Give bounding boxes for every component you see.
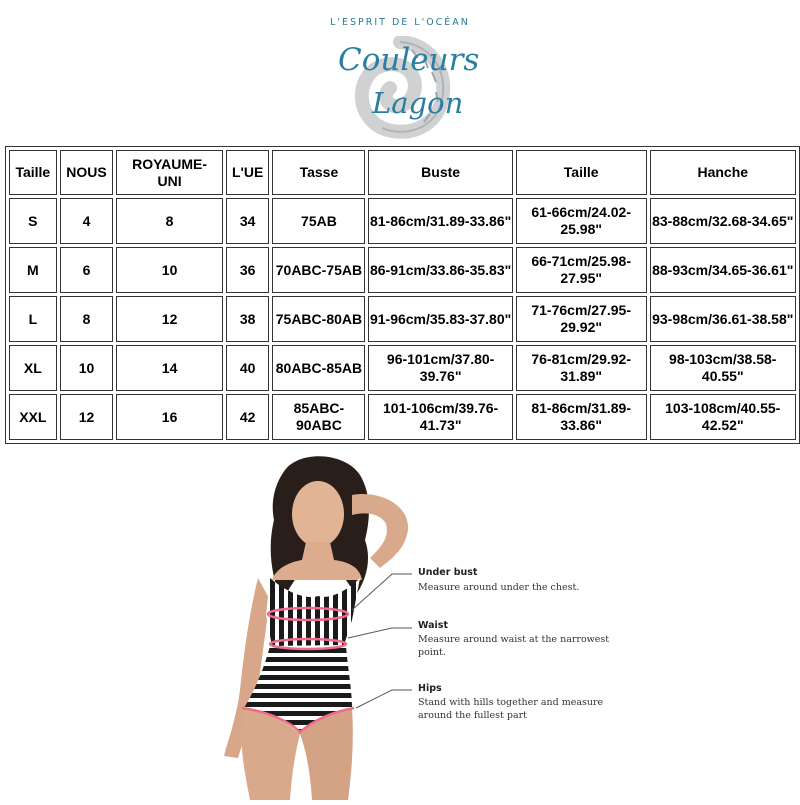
cell-us: 6 — [60, 247, 114, 293]
col-header-size: Taille — [9, 150, 57, 195]
cell-size: XXL — [9, 394, 57, 440]
cell-waist: 81-86cm/31.89-33.86" — [516, 394, 647, 440]
brand-tagline: L'ESPRIT DE L'OCÉAN — [330, 17, 470, 28]
col-header-bust: Buste — [368, 150, 512, 195]
cell-us: 12 — [60, 394, 114, 440]
cell-uk: 14 — [116, 345, 222, 391]
table-row — [9, 394, 796, 440]
cell-size: M — [9, 247, 57, 293]
col-header-hips: Hanche — [650, 150, 797, 195]
cell-bust: 101-106cm/39.76-41.73" — [368, 394, 512, 440]
table-row — [9, 198, 796, 244]
table-row — [9, 247, 796, 293]
waist-description: Measure around waist at the narrowest point. — [418, 634, 610, 658]
col-header-cup: Tasse — [272, 150, 365, 195]
cell-cup: 75ABC-80AB — [272, 296, 365, 342]
cell-waist: 61-66cm/24.02-25.98" — [516, 198, 647, 244]
model-face — [292, 481, 344, 547]
cell-hips: 83-88cm/32.68-34.65" — [650, 198, 797, 244]
cell-us: 4 — [60, 198, 114, 244]
col-header-waist: Taille — [516, 150, 647, 195]
cell-size: L — [9, 296, 57, 342]
cell-waist: 76-81cm/29.92-31.89" — [516, 345, 647, 391]
underbust-description: Measure around under the chest. — [418, 582, 580, 593]
cell-eu: 40 — [226, 345, 270, 391]
cell-bust: 81-86cm/31.89-33.86" — [368, 198, 512, 244]
cell-us: 10 — [60, 345, 114, 391]
cell-bust: 96-101cm/37.80-39.76" — [368, 345, 512, 391]
cell-eu: 42 — [226, 394, 270, 440]
model-illustration — [0, 450, 800, 800]
brand-name-line2: Lagon — [372, 86, 464, 120]
measurement-guide — [0, 450, 800, 800]
cell-size: S — [9, 198, 57, 244]
cell-eu: 38 — [226, 296, 270, 342]
waist-title: Waist — [418, 620, 449, 631]
cell-hips: 88-93cm/34.65-36.61" — [650, 247, 797, 293]
cell-uk: 16 — [116, 394, 222, 440]
cell-us: 8 — [60, 296, 114, 342]
cell-eu: 36 — [226, 247, 270, 293]
hips-description: Stand with hills together and measure around the fullest part — [418, 697, 604, 721]
cell-waist: 66-71cm/25.98-27.95" — [516, 247, 647, 293]
cell-cup: 70ABC-75AB — [272, 247, 365, 293]
brand-name-line1: Couleurs — [338, 42, 480, 78]
table-row — [9, 345, 796, 391]
cell-cup: 85ABC-90ABC — [272, 394, 365, 440]
col-header-eu: L'UE — [226, 150, 270, 195]
cell-bust: 86-91cm/33.86-35.83" — [368, 247, 512, 293]
cell-hips: 93-98cm/36.61-38.58" — [650, 296, 797, 342]
cell-hips: 103-108cm/40.55-42.52" — [650, 394, 797, 440]
cell-uk: 8 — [116, 198, 222, 244]
col-header-uk: ROYAUME-UNI — [116, 150, 222, 195]
cell-size: XL — [9, 345, 57, 391]
cell-cup: 75AB — [272, 198, 365, 244]
cell-uk: 10 — [116, 247, 222, 293]
hips-leader-line — [356, 690, 412, 708]
cell-hips: 98-103cm/38.58-40.55" — [650, 345, 797, 391]
table-header-row — [9, 150, 796, 195]
cell-bust: 91-96cm/35.83-37.80" — [368, 296, 512, 342]
underbust-title: Under bust — [418, 567, 478, 578]
hips-title: Hips — [418, 683, 442, 694]
brand-logo — [0, 0, 800, 140]
waist-leader-line — [348, 628, 412, 638]
table-row — [9, 296, 796, 342]
size-chart-table — [5, 146, 800, 444]
col-header-us: NOUS — [60, 150, 114, 195]
cell-waist: 71-76cm/27.95-29.92" — [516, 296, 647, 342]
cell-eu: 34 — [226, 198, 270, 244]
cell-uk: 12 — [116, 296, 222, 342]
cell-cup: 80ABC-85AB — [272, 345, 365, 391]
